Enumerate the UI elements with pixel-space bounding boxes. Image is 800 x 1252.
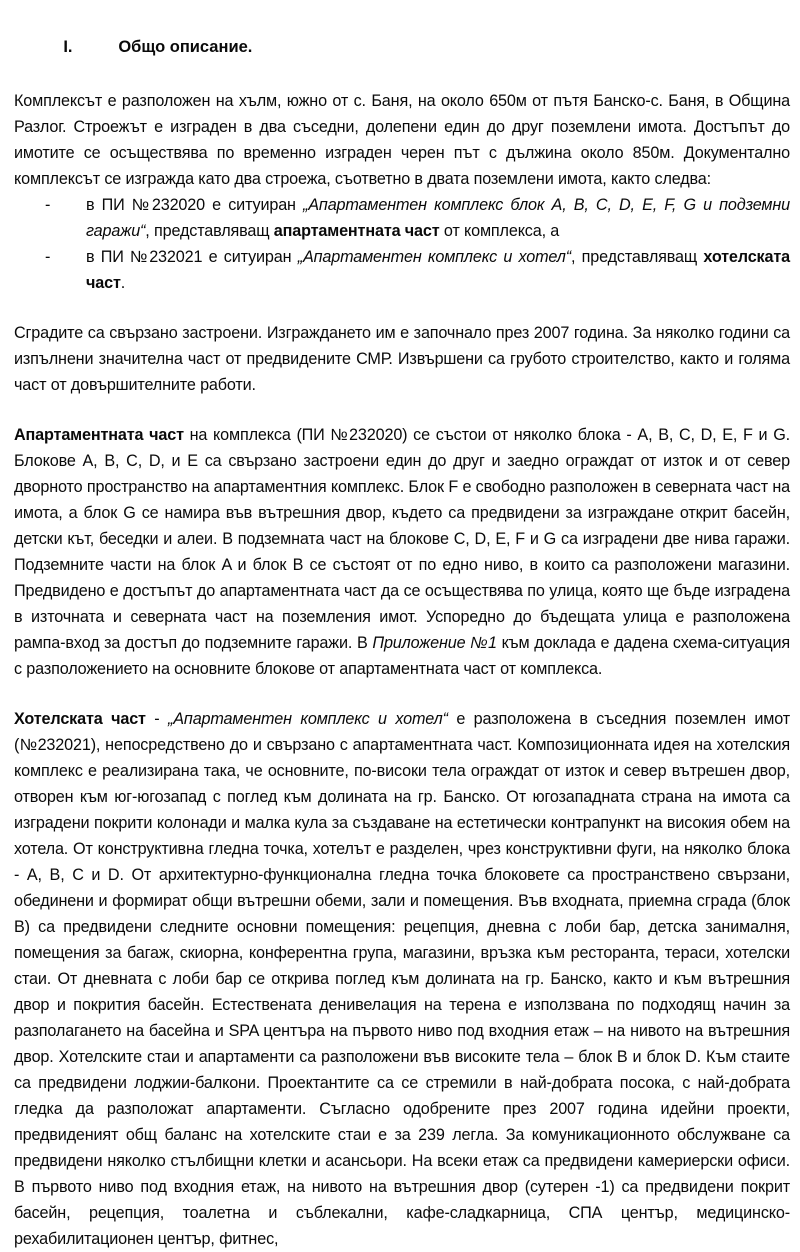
section-heading <box>14 8 790 86</box>
list-item-quoted-title: „Апартаментен комплекс блок A, B, C, D, E, F, G и подземни гаражи“ <box>86 196 790 240</box>
list-item <box>14 192 790 244</box>
apartment-part-text-2: към доклада е дадена схема-ситуация с разположението на основните блокове от апартаментната част от комплекса. <box>14 634 790 678</box>
list-item-mid: , представляващ <box>145 222 274 240</box>
list-item-mid: , представляващ <box>570 248 704 266</box>
section-numeral: I. <box>63 38 73 56</box>
list-item <box>14 244 790 296</box>
list-item-emphasis: апартаментната част <box>273 222 440 240</box>
hotel-part-label: Хотелската част <box>14 710 146 728</box>
list-item-lead: в ПИ №232021 е ситуиран <box>86 248 298 266</box>
list-item-tail: от комплекса, а <box>439 222 560 240</box>
paragraph-buildings: Сградите са свързано застроени. Изграждането им е започнало през 2007 година. За няколко години са изпълнени значителна част от предвидените СМР. Извършени са грубото строителство, както и голяма част от довършителните работи. <box>14 324 790 394</box>
hotel-part-text-1: - <box>145 710 169 728</box>
bullet-dash: - <box>45 248 51 266</box>
section-title: Общо описание. <box>118 38 253 56</box>
appendix-reference: Приложение №1 <box>372 634 497 652</box>
paragraph-apartment-part <box>14 422 790 682</box>
paragraph-hotel-part <box>14 706 790 1252</box>
apartment-part-label: Апартаментната част <box>14 426 184 444</box>
list-item-quoted-title: „Апартаментен комплекс и хотел“ <box>297 248 571 266</box>
hotel-part-quoted-title: „Апартаментен комплекс и хотел“ <box>168 710 448 728</box>
bullet-dash: - <box>45 196 51 214</box>
list-item-lead: в ПИ №232020 е ситуиран <box>86 196 304 214</box>
hotel-part-text-2: е разположена в съседния поземлен имот (№232021), непосредствено до и свързано с апартаментната част. Композиционната идея на хотелския комплекс е реализирана така, че основните, по-високи тела ограждат от изток и север вътрешен двор, отворен към юг-югозапад с поглед към долината на гр. Банско. От югозападната страна на имота са изградени покрити колонади и малка кула за създаване на естетически контрапункт на високия обем на хотела. От конструктивна гледна точка, хотелът е разделен, чрез конструктивни фуги, на няколко блока - A, B, C и D. От архитектурно-функционална гледна точка блоковете са пространствено свързани, обединени и формират общи вътрешни обеми, зали и помещения. Във входната, приемна сграда (блок B) са предвидени следните основни помещения: рецепция, дневна с лоби бар, детска занималня, помещения за багаж, скиорна, конферентна група, магазини, връзка към ресторанта, тераси, хотелски стаи. От дневната с лоби бар се открива поглед към долината на гр. Банско, както и към вътрешния двор и покрития басейн. Естествената денивелация на терена е използвана по подходящ начин за разполагането на басейна и SPA центъра на първото ниво под входния етаж – на нивото на вътрешния двор. Хотелските стаи и апартаменти са разположени във високите тела – блок B и блок D. Към стаите са предвидени лоджии-балкони. Проектантите са се стремили в най-добрата посока, с най-добрата гледка да разположат апартаменти. Съгласно одобрените през 2007 година идейни проекти, предвиденият общ баланс на хотелските стаи е за 239 легла. За комуникационното обслужване са предвидени няколко стълбищни клетки и асансьори. На всеки етаж са предвидени камериерски офиси. В първото ниво под входния етаж, на нивото на вътрешния двор (сутерен -1) са предвидени покрит басейн, рецепция, тоалетна и съблекални, кафе-сладкарница, СПА център, медицинско-рехабилитационен център, фитнес, <box>14 710 791 1248</box>
list-item-emphasis: хотелската част <box>86 248 790 292</box>
list-item-tail: . <box>120 274 126 292</box>
apartment-part-text-1: на комплекса (ПИ №232020) се състои от няколко блока - A, B, C, D, E, F и G. Блокове A, B, C, D, и E са свързано застроени един до друг и заедно ограждат от изток и от север дворното пространство на апартаментния комплекс. Блок F е свободно разположен в северната част на имота, а блок G се намира във вътрешния двор, където са предвидени за изграждане открит басейн, детски кът, беседки и алеи. В подземната част на блокове C, D, E, F и G са изградени две нива гаражи. Подземните части на блок A и блок B се състоят от по едно ниво, в които са разположени магазини. Предвидено е достъпът до апартаментната част да се осъществява по улица, която ще бъде изградена в източната и северната част на поземления имот. Успоредно до бъдещата улица е разположена рампа-вход за достъп до подземните гаражи. В <box>14 426 790 652</box>
property-list <box>14 192 790 296</box>
paragraph-intro: Комплексът е разположен на хълм, южно от с. Баня, на около 650м от пътя Банско-с. Баня, в Община Разлог. Строежът е изграден в два съседни, долепени един до друг поземлени имота. Достъпът до имотите се осъществява по временно изграден черен път с дължина около 850м. Документално комплексът се изгражда като два строежа, съответно в двата поземлени имота, както следва: <box>14 92 790 188</box>
